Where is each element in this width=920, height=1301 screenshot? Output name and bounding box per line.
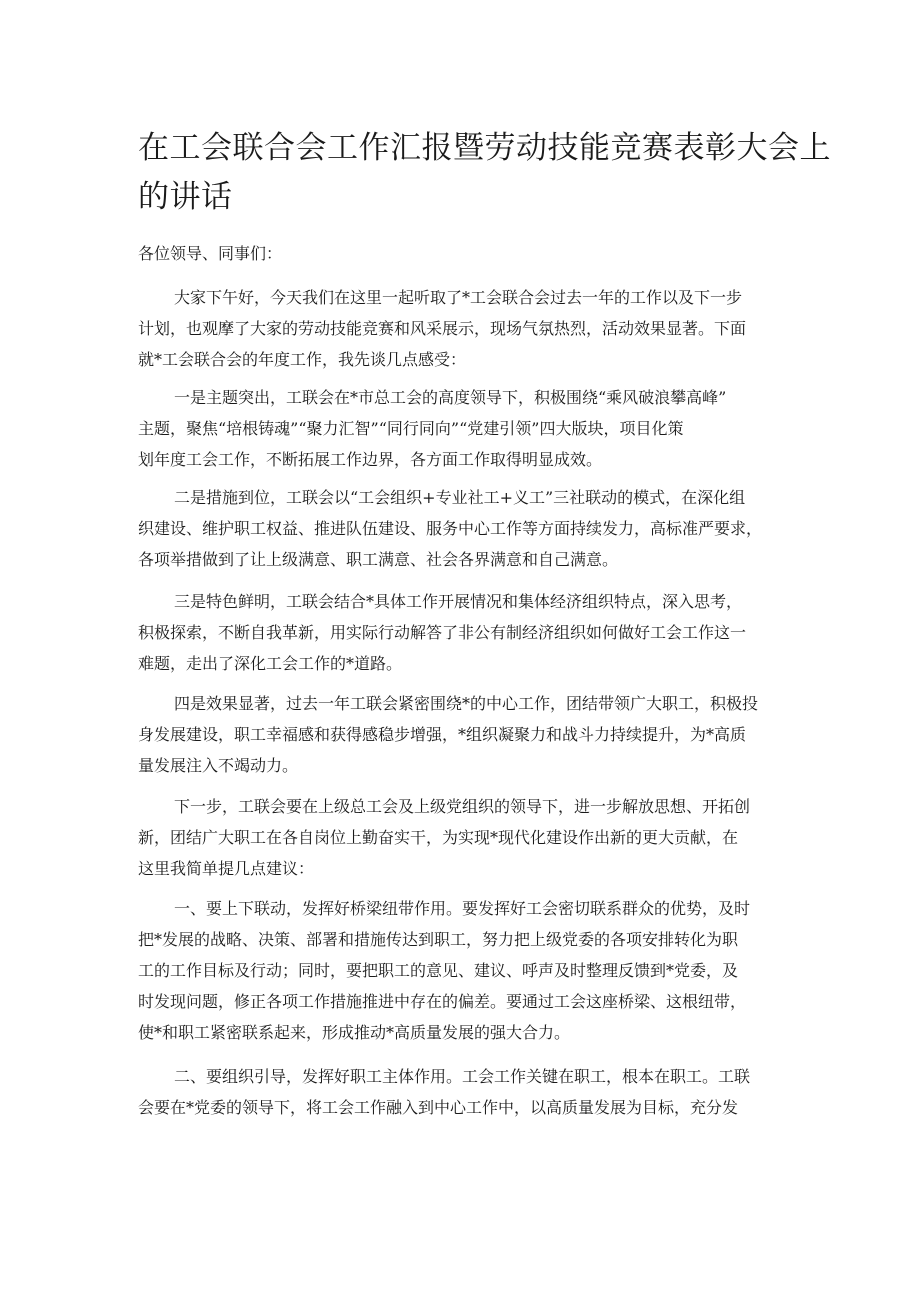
paragraph-line: 大家下午好，今天我们在这里一起听取了*工会联合会过去一年的工作以及下一步 [174, 288, 743, 307]
paragraph-line: 新，团结广大职工在各自岗位上勤奋实干，为实现*现代化建设作出新的更大贡献，在 [138, 828, 739, 847]
paragraph-line: 就*工会联合会的年度工作，我先谈几点感受： [138, 350, 467, 369]
paragraph-line: 二、要组织引导，发挥好职工主体作用。工会工作关键在职工，根本在职工。工联 [174, 1067, 751, 1086]
paragraph-line: 计划，也观摩了大家的劳动技能竞赛和风采展示，现场气氛热烈，活动效果显著。下面 [138, 319, 747, 338]
paragraph-line: 一、要上下联动，发挥好桥梁纽带作用。要发挥好工会密切联系群众的优势，及时 [174, 899, 751, 918]
title-line: 在工会联合会工作汇报暨劳动技能竞赛表彰大会上 [138, 130, 831, 166]
paragraph-next-step [138, 791, 798, 884]
paragraph-point-1 [138, 382, 798, 475]
paragraph-line: 量发展注入不竭动力。 [138, 756, 299, 775]
paragraph-line: 三是特色鲜明，工联会结合*具体工作开展情况和集体经济组织特点，深入思考， [174, 592, 743, 611]
paragraph-suggestion-2 [138, 1061, 798, 1123]
paragraph-line: 难题，走出了深化工会工作的*道路。 [138, 654, 403, 673]
paragraph-line: 把*发展的战略、决策、部署和措施传达到职工，努力把上级党委的各项安排转化为职 [138, 930, 739, 949]
paragraph-line: 划年度工会工作，不断拓展工作边界，各方面工作取得明显成效。 [138, 450, 603, 469]
paragraph-line: 各项举措做到了让上级满意、职工满意、社会各界满意和自己满意。 [138, 550, 619, 569]
paragraph-line: 身发展建设，职工幸福感和获得感稳步增强，*组织凝聚力和战斗力持续提升，为*高质 [138, 725, 747, 744]
paragraph-line: 下一步，工联会要在上级总工会及上级党组织的领导下，进一步解放思想、开拓创 [174, 797, 751, 816]
paragraph-point-4 [138, 688, 798, 781]
paragraph-line: 织建设、维护职工权益、推进队伍建设、服务中心工作等方面持续发力，高标准严要求， [138, 519, 763, 538]
paragraph-line: 一是主题突出，工联会在*市总工会的高度领导下，积极围绕“乘风破浪攀高峰” [174, 388, 727, 407]
paragraph-suggestion-1 [138, 893, 798, 1048]
paragraph-line: 会要在*党委的领导下，将工会工作融入到中心工作中，以高质量发展为目标，充分发 [138, 1098, 739, 1117]
title-line: 的讲话 [138, 179, 233, 215]
paragraph-greeting [138, 282, 798, 375]
paragraph-line: 这里我简单提几点建议： [138, 859, 315, 878]
paragraph-line: 二是措施到位，工联会以“工会组织+专业社工+义工”三社联动的模式，在深化组 [174, 488, 746, 507]
paragraph-line: 积极探索，不断自我革新，用实际行动解答了非公有制经济组织如何做好工会工作这一 [138, 623, 747, 642]
document-title [138, 124, 831, 222]
paragraph-line: 时发现问题，修正各项工作措施推进中存在的偏差。要通过工会这座桥梁、这根纽带， [138, 992, 747, 1011]
paragraph-point-3 [138, 586, 798, 679]
salutation: 各位领导、同事们： [138, 244, 283, 263]
paragraph-point-2 [138, 482, 798, 575]
paragraph-line: 使*和职工紧密联系起来，形成推动*高质量发展的强大合力。 [138, 1023, 571, 1042]
paragraph-line: 四是效果显著，过去一年工联会紧密围绕*的中心工作，团结带领广大职工，积极投 [174, 694, 759, 713]
paragraph-line: 主题，聚焦“培根铸魂”“聚力汇智”“同行同向”“党建引领”四大版块，项目化策 [138, 419, 684, 438]
paragraph-line: 工的工作目标及行动；同时，要把职工的意见、建议、呼声及时整理反馈到*党委，及 [138, 961, 739, 980]
